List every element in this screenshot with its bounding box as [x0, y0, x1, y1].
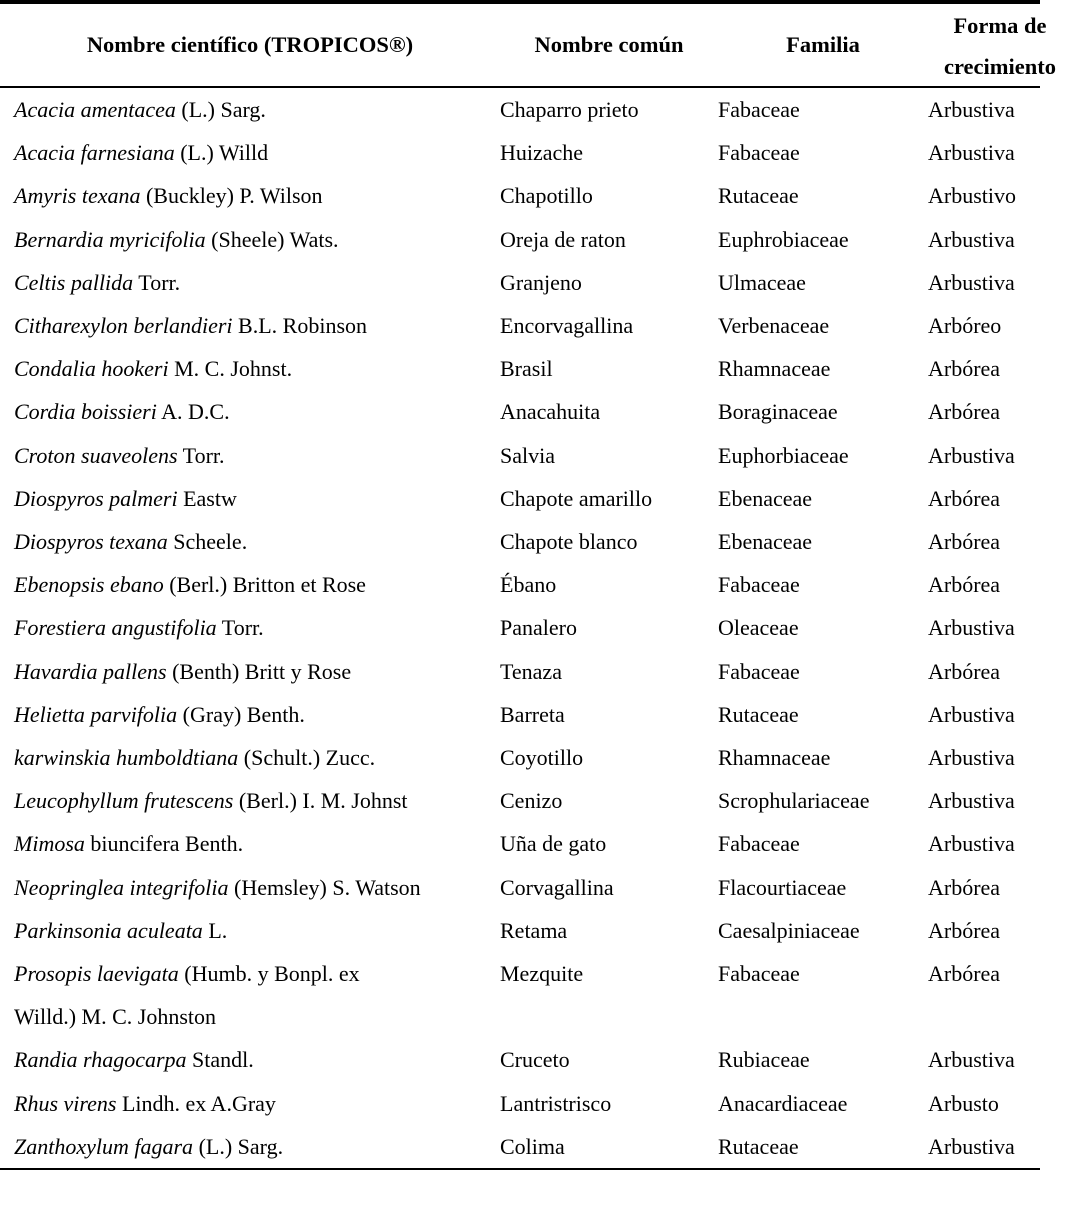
scientific-name-author: (Gray) Benth. — [177, 701, 305, 727]
cell-common-name: Anacahuita — [500, 399, 601, 425]
table-row — [0, 736, 1072, 779]
cell-family: Rutaceae — [718, 701, 799, 727]
table-body — [0, 88, 1072, 1168]
scientific-name-italic: Bernardia myricifolia — [14, 226, 206, 252]
cell-common-name: Colima — [500, 1133, 565, 1159]
table-row — [0, 131, 1072, 174]
cell-family: Verbenaceae — [718, 313, 830, 339]
cell-common-name: Chapote blanco — [500, 529, 638, 555]
cell-growth-form: Arbórea — [928, 399, 1001, 425]
cell-common-name: Encorvagallina — [500, 313, 634, 339]
scientific-name-author: M. C. Johnst. — [168, 356, 293, 382]
cell-family: Fabaceae — [718, 961, 800, 987]
cell-scientific-name — [0, 822, 500, 865]
cell-growth-form: Arbustivo — [928, 183, 1016, 209]
table-row — [0, 88, 1072, 131]
cell-scientific-name — [0, 434, 500, 477]
cell-family: Ebenaceae — [718, 529, 813, 555]
scientific-name-italic: Acacia farnesiana — [14, 140, 175, 166]
cell-growth-form: Arbustiva — [928, 745, 1015, 771]
cell-common-name: Cruceto — [500, 1047, 570, 1073]
cell-common-name: Huizache — [500, 140, 584, 166]
table-row — [0, 477, 1072, 520]
cell-scientific-name — [0, 1038, 500, 1081]
cell-family: Rhamnaceae — [718, 745, 831, 771]
cell-common-name: Retama — [500, 917, 568, 943]
scientific-name-author: (L.) Sarg. — [175, 97, 266, 122]
cell-scientific-name — [0, 1082, 500, 1125]
scientific-name-italic: Parkinsonia aculeata — [14, 917, 203, 943]
cell-growth-form: Arbórea — [928, 658, 1001, 684]
cell-growth-form: Arbórea — [928, 961, 1001, 987]
scientific-name-italic: karwinskia humboldtiana — [14, 745, 239, 771]
cell-growth-form: Arbustiva — [928, 140, 1015, 166]
scientific-name-author: (Schult.) Zucc. — [238, 745, 376, 771]
scientific-name-italic: Acacia amentacea — [14, 97, 176, 122]
cell-family: Fabaceae — [718, 658, 800, 684]
cell-common-name: Mezquite — [500, 961, 584, 987]
cell-scientific-name — [0, 779, 500, 822]
table-bottom-border — [0, 1168, 1040, 1170]
cell-scientific-name — [0, 261, 500, 304]
scientific-name-italic: Leucophyllum frutescens — [14, 788, 234, 814]
cell-growth-form: Arbustiva — [928, 615, 1015, 641]
cell-family: Anacardiaceae — [718, 1090, 848, 1116]
header-forma-de-line1: Forma de — [953, 13, 1047, 38]
cell-scientific-name — [0, 390, 500, 433]
cell-common-name: Salvia — [500, 442, 555, 468]
cell-common-name: Coyotillo — [500, 745, 584, 771]
scientific-name-author: L. — [202, 917, 228, 943]
scientific-name-italic: Citharexylon berlandieri — [14, 313, 233, 339]
scientific-name-author: B.L. Robinson — [232, 313, 368, 339]
cell-common-name: Panalero — [500, 615, 577, 641]
cell-scientific-name — [0, 693, 500, 736]
header-nombre-cientifico: Nombre científico (TROPICOS®) — [86, 32, 414, 57]
cell-common-name: Oreja de raton — [500, 226, 626, 252]
scientific-name-italic: Rhus virens — [14, 1090, 117, 1116]
cell-family: Rutaceae — [718, 1133, 799, 1159]
cell-family: Rubiaceae — [718, 1047, 810, 1073]
table-row — [0, 520, 1072, 563]
cell-growth-form: Arbóreo — [928, 313, 1002, 339]
scientific-name-italic: Zanthoxylum fagara — [14, 1133, 194, 1159]
cell-family: Euphrobiaceae — [718, 226, 849, 252]
scientific-name-author: (Berl.) I. M. Johnst — [233, 788, 408, 814]
cell-common-name: Granjeno — [500, 269, 582, 295]
scientific-name-author: (L.) Willd — [174, 140, 269, 166]
cell-growth-form: Arbustiva — [928, 701, 1015, 727]
cell-scientific-name — [0, 606, 500, 649]
cell-scientific-name — [0, 131, 500, 174]
cell-family: Flacourtiaceae — [718, 874, 847, 900]
cell-scientific-name — [0, 736, 500, 779]
cell-common-name: Chapote amarillo — [500, 485, 653, 511]
cell-scientific-name — [0, 1125, 500, 1168]
table-row — [0, 1038, 1072, 1081]
scientific-name-italic: Ebenopsis ebano — [14, 572, 164, 598]
cell-family: Rutaceae — [718, 183, 799, 209]
scientific-name-author: Torr. — [216, 615, 264, 641]
cell-growth-form: Arbórea — [928, 572, 1001, 598]
cell-scientific-name — [0, 218, 500, 261]
cell-growth-form: Arbórea — [928, 356, 1001, 382]
header-nombre-comun: Nombre común — [534, 32, 684, 57]
cell-growth-form: Arbustiva — [928, 788, 1015, 814]
header-familia: Familia — [786, 32, 860, 57]
header-forma-de-line2: crecimiento — [943, 54, 1057, 79]
cell-family: Euphorbiaceae — [718, 442, 849, 468]
cell-scientific-name — [0, 952, 500, 1038]
cell-family: Ebenaceae — [718, 485, 813, 511]
scientific-name-author: (L.) Sarg. — [193, 1133, 284, 1159]
cell-scientific-name — [0, 304, 500, 347]
cell-scientific-name — [0, 563, 500, 606]
cell-growth-form: Arbusto — [928, 1090, 999, 1116]
cell-growth-form: Arbórea — [928, 529, 1001, 555]
cell-growth-form: Arbustiva — [928, 269, 1015, 295]
table-row — [0, 304, 1072, 347]
scientific-name-author: biuncifera Benth. — [84, 831, 244, 857]
cell-family: Fabaceae — [718, 572, 800, 598]
cell-family: Rhamnaceae — [718, 356, 831, 382]
scientific-name-italic: Neopringlea integrifolia — [14, 874, 229, 900]
table-row — [0, 347, 1072, 390]
cell-growth-form: Arbustiva — [928, 442, 1015, 468]
table-row — [0, 563, 1072, 606]
table-row — [0, 218, 1072, 261]
cell-growth-form: Arbórea — [928, 485, 1001, 511]
cell-scientific-name — [0, 650, 500, 693]
cell-family: Fabaceae — [718, 831, 800, 857]
table-row — [0, 650, 1072, 693]
table-row — [0, 434, 1072, 477]
scientific-name-italic: Prosopis laevigata — [14, 961, 179, 987]
cell-common-name: Barreta — [500, 701, 565, 727]
cell-scientific-name — [0, 520, 500, 563]
cell-scientific-name — [0, 866, 500, 909]
table-row — [0, 390, 1072, 433]
cell-family: Ulmaceae — [718, 269, 806, 295]
cell-common-name: Chapotillo — [500, 183, 593, 209]
cell-family: Scrophulariaceae — [718, 788, 870, 814]
scientific-name-italic: Cordia boissieri — [14, 399, 157, 425]
cell-growth-form: Arbórea — [928, 917, 1001, 943]
scientific-name-italic: Condalia hookeri — [14, 356, 169, 382]
cell-scientific-name — [0, 88, 500, 131]
scientific-name-italic: Diospyros palmeri — [14, 485, 178, 511]
cell-growth-form: Arbustiva — [928, 97, 1015, 122]
cell-family: Fabaceae — [718, 97, 800, 122]
cell-growth-form: Arbustiva — [928, 1047, 1015, 1073]
cell-growth-form: Arbustiva — [928, 226, 1015, 252]
scientific-name-italic: Forestiera angustifolia — [14, 615, 217, 641]
table-row — [0, 909, 1072, 952]
cell-common-name: Lantristrisco — [500, 1090, 612, 1116]
cell-family: Oleaceae — [718, 615, 799, 641]
table-row — [0, 822, 1072, 865]
scientific-name-author: (Hemsley) S. Watson — [228, 874, 421, 900]
cell-family: Fabaceae — [718, 140, 800, 166]
table-row — [0, 952, 1072, 1038]
scientific-name-italic: Helietta parvifolia — [14, 701, 178, 727]
cell-common-name: Tenaza — [500, 658, 562, 684]
table-row — [0, 606, 1072, 649]
cell-common-name: Brasil — [500, 356, 553, 382]
scientific-name-author: (Berl.) Britton et Rose — [163, 572, 366, 598]
scientific-name-author: (Humb. y Bonpl. ex Willd.) M. C. Johnston — [14, 961, 360, 1030]
scientific-name-italic: Diospyros texana — [14, 529, 168, 555]
scientific-name-italic: Randia rhagocarpa — [14, 1047, 187, 1073]
scientific-name-author: Torr. — [133, 269, 181, 295]
cell-scientific-name — [0, 174, 500, 217]
scientific-name-italic: Havardia pallens — [14, 658, 167, 684]
cell-scientific-name — [0, 347, 500, 390]
table-row — [0, 866, 1072, 909]
header-forma-de-crecimiento — [928, 4, 1072, 86]
scientific-name-author: Scheele. — [167, 529, 248, 555]
table-row — [0, 261, 1072, 304]
scientific-name-author: Standl. — [186, 1047, 254, 1073]
table-row — [0, 1082, 1072, 1125]
cell-common-name: Uña de gato — [500, 831, 607, 857]
scientific-name-author: A. D.C. — [156, 399, 230, 425]
table-row — [0, 1125, 1072, 1168]
scientific-name-author: Eastw — [177, 485, 237, 511]
scientific-name-italic: Mimosa — [14, 831, 85, 857]
cell-common-name: Chaparro prieto — [500, 97, 639, 122]
cell-scientific-name — [0, 477, 500, 520]
cell-family: Boraginaceae — [718, 399, 838, 425]
cell-growth-form: Arbustiva — [928, 831, 1015, 857]
scientific-name-author: Torr. — [177, 442, 225, 468]
scientific-name-author: (Benth) Britt y Rose — [166, 658, 352, 684]
scientific-name-italic: Amyris texana — [14, 183, 141, 209]
table-header-row — [0, 4, 1072, 86]
cell-family: Caesalpiniaceae — [718, 917, 860, 943]
cell-common-name: Ébano — [500, 572, 557, 598]
scientific-name-author: (Buckley) P. Wilson — [140, 183, 323, 209]
scientific-name-italic: Croton suaveolens — [14, 442, 178, 468]
cell-scientific-name — [0, 909, 500, 952]
cell-common-name: Cenizo — [500, 788, 563, 814]
scientific-name-author: Lindh. ex A.Gray — [116, 1090, 276, 1116]
cell-growth-form: Arbórea — [928, 874, 1001, 900]
table-row — [0, 174, 1072, 217]
scientific-name-author: (Sheele) Wats. — [205, 226, 339, 252]
table-row — [0, 693, 1072, 736]
scientific-name-italic: Celtis pallida — [14, 269, 134, 295]
cell-growth-form: Arbustiva — [928, 1133, 1015, 1159]
cell-common-name: Corvagallina — [500, 874, 614, 900]
table-row — [0, 779, 1072, 822]
